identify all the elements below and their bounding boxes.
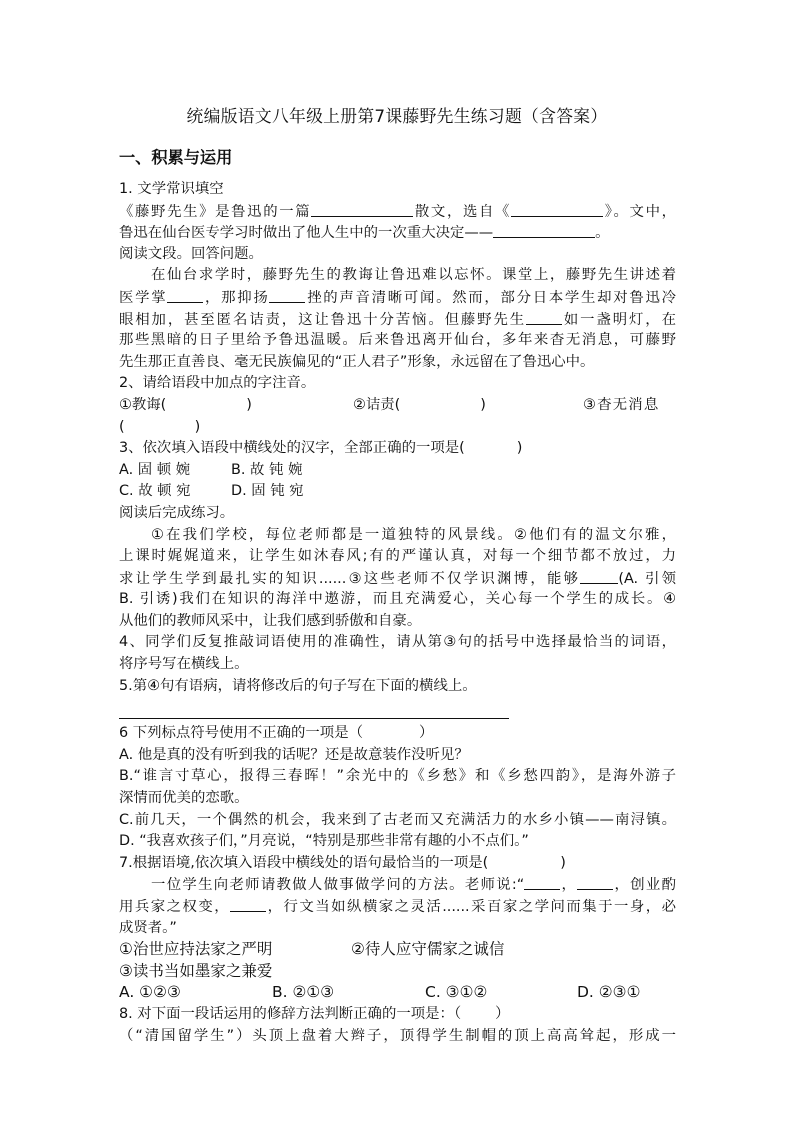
q1-prompt: 1. 文学常识填空 bbox=[119, 181, 224, 197]
passage1-text: 眼相加，甚至匿名诘责，这让鲁迅十分苦恼。但藤野先生 bbox=[119, 311, 527, 328]
q6-option-a[interactable]: A. 他是真的没有听到我的话呢？还是故意装作没听见？ bbox=[119, 746, 469, 763]
q1-text: 。 bbox=[595, 225, 610, 242]
q2-option-text: ②诘责( bbox=[353, 396, 401, 413]
blank-word-choice[interactable] bbox=[580, 568, 618, 584]
q3-prompt bbox=[119, 438, 676, 460]
passage1-line: 那些黑暗的日子里给予鲁迅温暖。后来鲁迅离开仙台，多年来杳无消息，可藤野 bbox=[119, 332, 676, 349]
q2-option-3-blank bbox=[119, 417, 676, 439]
blank-prose-type[interactable] bbox=[311, 201, 413, 217]
q3-options-row bbox=[119, 481, 676, 503]
blank-gu[interactable] bbox=[167, 287, 203, 303]
q3-option-a[interactable]: A. 固 顿 婉 bbox=[119, 461, 191, 478]
passage2-line bbox=[119, 568, 676, 590]
q7-text: ， bbox=[560, 877, 578, 894]
blank-collection[interactable] bbox=[511, 201, 603, 217]
q2-options bbox=[119, 395, 676, 417]
q7-close-paren: ) bbox=[560, 854, 566, 871]
q7-clause-2: ②待人应守儒家之诚信 bbox=[351, 940, 505, 959]
q7-clauses-row bbox=[119, 961, 676, 983]
q2-close-paren: ) bbox=[194, 418, 201, 435]
q4-line: 将序号写在横线上。 bbox=[119, 656, 249, 673]
q4-line: 4、同学们反复推敲词语使用的准确性，请从第③句的括号中选择最恰当的词语， bbox=[119, 634, 676, 651]
passage2-line: ①在我们学校，每位老师都是一道独特的风景线。②他们有的温文尔雅， bbox=[151, 526, 676, 543]
q7-passage-line bbox=[119, 874, 676, 896]
q1-text: 《藤野先生》是鲁迅的一篇 bbox=[119, 203, 312, 220]
q2-option-close: ) bbox=[246, 396, 252, 413]
passage1-text: 医学掌 bbox=[119, 289, 168, 306]
q3-option-b[interactable]: B. 故 钝 婉 bbox=[231, 461, 303, 478]
q2-open-paren: ( bbox=[119, 418, 125, 435]
q1-line-1 bbox=[119, 201, 676, 223]
passage1-line bbox=[119, 309, 676, 331]
q3-option-d[interactable]: D. 固 钝 宛 bbox=[231, 483, 304, 500]
blank-q7-2[interactable] bbox=[577, 874, 613, 890]
q7-option-c[interactable]: C. ③①② bbox=[425, 983, 488, 1002]
q7-options-row bbox=[119, 982, 676, 1004]
q7-passage-line: 成贤者。” bbox=[119, 919, 177, 936]
passage2-text: (A. 引领 bbox=[618, 570, 676, 587]
q8-close-paren: ） bbox=[495, 1005, 510, 1022]
q7-clause-3: ③读书当如墨家之兼爱 bbox=[119, 961, 273, 980]
document-body bbox=[119, 179, 676, 1047]
q7-option-d[interactable]: D. ②③① bbox=[577, 983, 641, 1002]
q8-prompt bbox=[119, 1004, 676, 1026]
q3-option-c[interactable]: C. 故 顿 宛 bbox=[119, 483, 191, 500]
q3-close-paren: ) bbox=[516, 440, 523, 457]
passage2-text: 求让学生学到最扎实的知识......③这些老师不仅学识渊博，能够 bbox=[119, 570, 581, 587]
passage1-line: 先生那正直善良、毫无民族偏见的“正人君子”形象，永远留在了鲁迅心中。 bbox=[119, 353, 595, 370]
section-heading: 一、积累与运用 bbox=[119, 148, 233, 167]
q6-option-c[interactable]: C.前几天，一个偶然的机会，我来到了古老而又充满活力的水乡小镇——南浔镇。 bbox=[119, 811, 676, 828]
passage2-line: B. 引诱)我们在知识的海洋中遨游，而且充满爱心，关心每一个学生的成长。④ bbox=[119, 591, 676, 608]
q8-prompt-text: 8. 对下面一段话运用的修辞方法判断正确的一项是：（ bbox=[119, 1005, 462, 1022]
document-title: 统编版语文八年级上册第7课藤野先生练习题（含答案） bbox=[186, 106, 608, 126]
q6-option-b-cont[interactable]: 深情而优美的恋歌。 bbox=[119, 790, 249, 807]
q7-option-b[interactable]: B. ②①③ bbox=[272, 983, 335, 1002]
q7-clauses-row bbox=[119, 939, 676, 961]
q2-option-text: ①教诲( bbox=[119, 396, 167, 413]
blank-decision[interactable] bbox=[493, 222, 595, 238]
q2-option-3: ③杳无消息 bbox=[583, 396, 660, 413]
blank-dun[interactable] bbox=[269, 287, 305, 303]
passage1-line: 在仙台求学时，藤野先生的教诲让鲁迅难以忘怀。课堂上，藤野先生讲述着 bbox=[151, 267, 676, 284]
q6-option-b[interactable]: B.“谁言寸草心，报得三春晖！”余光中的《乡愁》和《乡愁四韵》，是海外游子 bbox=[119, 768, 676, 785]
passage2-line: 从他们的教师风采中，让我们感到骄傲和自豪。 bbox=[119, 612, 422, 629]
q1-text: 鲁迅在仙台医专学习时做出了他人生中的一次重大决定—— bbox=[119, 225, 494, 242]
q6-close-paren: ） bbox=[418, 725, 434, 742]
q7-text: ，行文当如纵横家之灵活......采百家之学问而集于一身，必 bbox=[266, 899, 676, 915]
q2-option-2 bbox=[353, 395, 486, 417]
q5-line: 5.第④句有语病，请将修改后的句子写在下面的横线上。 bbox=[119, 677, 477, 694]
q8-passage-line: （“清国留学生”）头顶上盘着大辫子，顶得学生制帽的顶上高高耸起，形成一 bbox=[119, 1027, 676, 1044]
q6-prompt-text: 6 下列标点符号使用不正确的一项是（ bbox=[119, 725, 363, 742]
passage1-intro: 阅读文段。回答问题。 bbox=[119, 245, 263, 262]
q6-prompt bbox=[119, 723, 676, 745]
q1-line-2 bbox=[119, 222, 676, 244]
q2-prompt: 2、请给语段中加点的字注音。 bbox=[119, 375, 316, 392]
q7-text: ，创业酌 bbox=[613, 877, 676, 894]
passage2-line: 上课时娓娓道来，让学生如沐春风;有的严谨认真，对每一个细节都不放过，力 bbox=[119, 548, 676, 565]
q1-text: 散文，选自《 bbox=[413, 203, 512, 220]
q7-clause-1: ①治世应持法家之严明 bbox=[119, 940, 273, 959]
q7-text: 用兵家之权变， bbox=[119, 899, 231, 915]
q7-prompt bbox=[119, 853, 676, 875]
q7-passage-line bbox=[119, 896, 676, 918]
blank-wan[interactable] bbox=[526, 309, 562, 325]
q1-text: 》。文中， bbox=[603, 203, 676, 220]
passage1-text: 如一盏明灯，在 bbox=[562, 311, 676, 328]
q6-option-d[interactable]: D. “我喜欢孩子们，”月亮说，“特别是那些非常有趣的小不点们。” bbox=[119, 833, 529, 850]
q3-options-row bbox=[119, 460, 676, 482]
blank-q7-1[interactable] bbox=[524, 874, 560, 890]
passage2-intro: 阅读后完成练习。 bbox=[119, 504, 235, 521]
passage1-line bbox=[119, 287, 676, 309]
q5-answer-line[interactable] bbox=[119, 699, 509, 719]
blank-q7-3[interactable] bbox=[230, 896, 266, 912]
q7-option-a[interactable]: A. ①②③ bbox=[119, 983, 181, 1002]
q7-prompt-text: 7.根据语境,依次填入语段中横线处的语句最恰当的一项是( bbox=[119, 854, 489, 871]
q2-option-1 bbox=[119, 395, 252, 417]
passage1-text: 挫的声音清晰可闻。然而，部分日本学生却对鲁迅冷 bbox=[305, 289, 676, 306]
q2-option-close: ) bbox=[480, 396, 486, 413]
q3-prompt-text: 3、依次填入语段中横线处的汉字，全部正确的一项是( bbox=[119, 440, 465, 457]
passage1-text: ，那抑扬 bbox=[203, 289, 270, 306]
q7-text: 一位学生向老师请教做人做事做学问的方法。老师说:“ bbox=[151, 877, 525, 894]
